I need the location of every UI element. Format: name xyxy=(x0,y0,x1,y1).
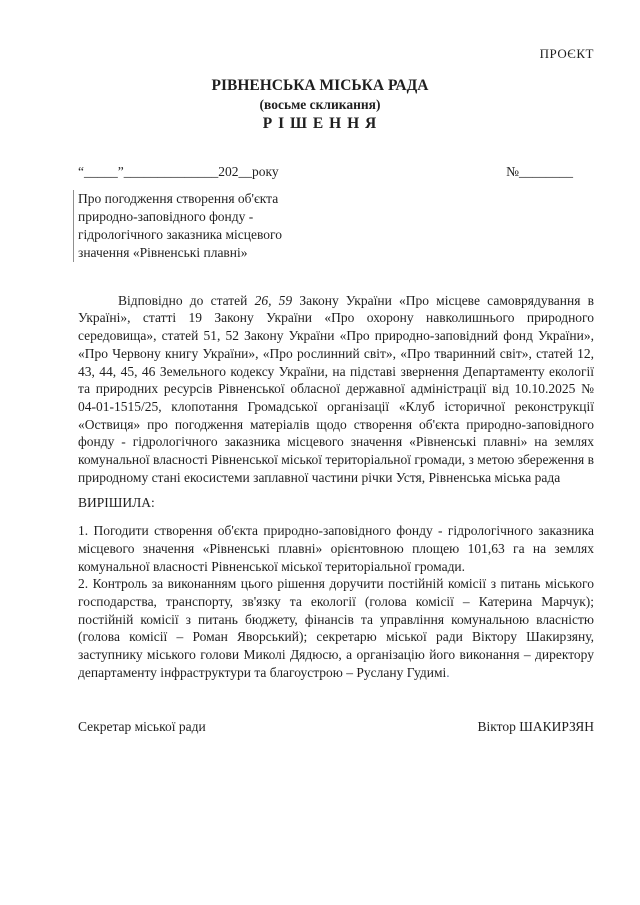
draft-label: ПРОЄКТ xyxy=(539,46,594,61)
resolution-item-2 xyxy=(78,575,594,681)
preamble-text-rest: Закону України «Про місцеве самоврядування в Україні», статті 19 Закону України «Про охорону навколишнього природного середовища», статей 51, 52 Закону України «Про природно-заповідний фонд України», «Про Червону книгу України», «Про рослинний світ», «Про тваринний світ», статей 12, 43, 44, 45, 46 Земельного кодексу України, на підставі звернення Департаменту екології та природних ресурсів Рівненської обласної державної адміністрації від 10.10.2025 № 04-01-1515/25, клопотання Громадської організації «Клуб історичної реконструкції «Оствиця» про погодження матеріалів щодо створення об'єкта природно-заповідного фонду - гідрологічного заказника місцевого значення «Рівненські плавні» на землях комунальної власності Рівненської міської територіальної громади, з метою збереження в природному стані екосистеми заплавної частини річки Устя, Рівненська міська рада xyxy=(78,292,594,485)
trailing-period: . xyxy=(446,664,450,680)
subject-line: природно-заповідного фонду - xyxy=(78,208,254,224)
preamble-text-start: Відповідно до статей xyxy=(118,292,255,308)
document-type-title: Р І Ш Е Н Н Я xyxy=(262,115,378,132)
convocation-label: (восьме скликання) xyxy=(259,97,381,112)
preamble-paragraph xyxy=(78,292,594,487)
subject-line: Про погодження створення об'єкта xyxy=(78,190,279,206)
subject-line: значення «Рівненські плавні» xyxy=(78,244,248,260)
subject-line: гідрологічного заказника місцевого xyxy=(78,226,283,242)
signature-row xyxy=(78,718,594,736)
resolution-item-1: 1. Погодити створення об'єкта природно-заповідного фонду - гідрологічного заказника місцевого значення «Рівненські плавні» орієнтовною площею 101,63 га на землях комунальної власності Рівненської міської територіальної громади. xyxy=(78,523,594,574)
number-blank-line: №________ xyxy=(506,164,573,179)
resolution-item-2-text: 2. Контроль за виконанням цього рішення доручити постійній комісії з питань міського господарства, транспорту, зв'язку та екології (голова комісії – Катерина Марчук); постійній комісії з питань бюджету, фінансів та управління комунальною власністю (голова комісії – Роман Яворський); секретарю міської ради Віктору Шакирзяну, заступнику міського голови Миколі Дядюсю, а організацію його виконання – директору департаменту інфраструктури та благоустрою – Руслану Гудимі xyxy=(78,576,594,680)
date-blank-line: “_____”______________202__року xyxy=(78,164,279,179)
signature-name: Віктор ШАКИРЗЯН xyxy=(477,719,594,735)
meta-row xyxy=(78,163,594,181)
signature-title: Секретар міської ради xyxy=(78,719,206,735)
subject-block xyxy=(73,190,282,262)
resolved-heading: ВИРІШИЛА: xyxy=(78,495,155,511)
preamble-articles-italic: 26, 59 xyxy=(254,292,293,308)
council-name: РІВНЕНСЬКА МІСЬКА РАДА xyxy=(211,77,429,94)
